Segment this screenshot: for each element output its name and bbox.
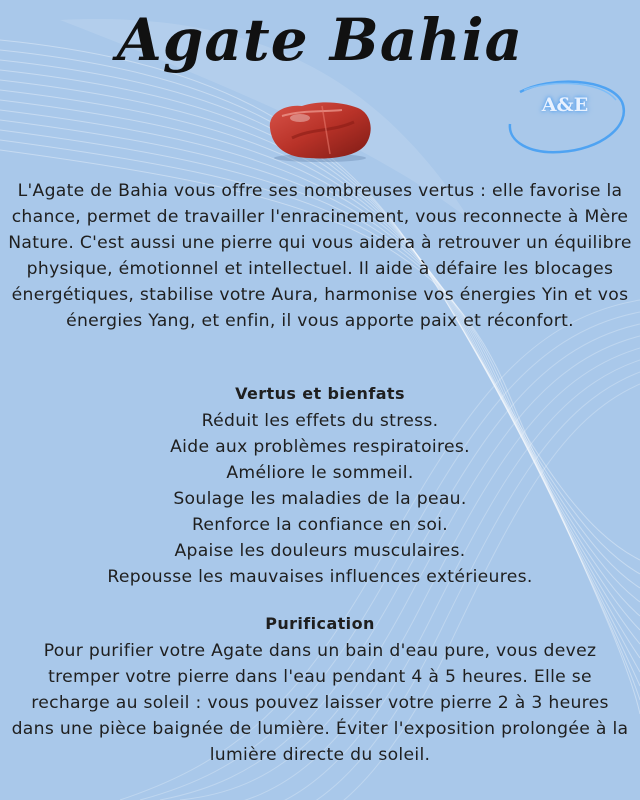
intro-paragraph: L'Agate de Bahia vous offre ses nombreuses vertus : elle favorise la chance, permet de travailler l'enracinement, vous reconnecte à Mère Nature. C'est aussi une pierre qui vous aidera à retrouver un équilibre physique, émotionnel et intellectuel. Il aide à défaire les blocages énergétiques, stabilise votre Aura, harmonise vos énergies Yin et vos énergies Yang, et enfin, il vous apporte paix et réconfort. [8, 181, 632, 331]
purification-heading: Purification [265, 614, 375, 633]
list-item: Améliore le sommeil. [226, 463, 414, 483]
list-item: Apaise les douleurs musculaires. [174, 541, 466, 561]
brand-logo [500, 72, 630, 156]
list-item: Soulage les maladies de la peau. [173, 489, 467, 509]
purification-paragraph: Pour purifier votre Agate dans un bain d'eau pure, vous devez tremper votre pierre dans l'eau pendant 4 à 5 heures. Elle se recharge au soleil : vous pouvez laisser votre pierre 2 à 3 heures dans une pièce baignée de lumière. Éviter l'exposition prolongée à la lumière directe du soleil. [11, 641, 629, 765]
page-title: Agate Bahia [116, 6, 524, 74]
logo-text: A&E [541, 94, 589, 116]
list-item: Réduit les effets du stress. [201, 411, 439, 431]
list-item: Repousse les mauvaises influences extérieures. [107, 567, 533, 587]
list-item: Renforce la confiance en soi. [191, 515, 449, 535]
list-item: Aide aux problèmes respiratoires. [170, 437, 470, 457]
agate-stone-image [262, 98, 376, 164]
virtues-list [0, 408, 640, 590]
virtues-heading: Vertus et bienfats [235, 384, 405, 403]
